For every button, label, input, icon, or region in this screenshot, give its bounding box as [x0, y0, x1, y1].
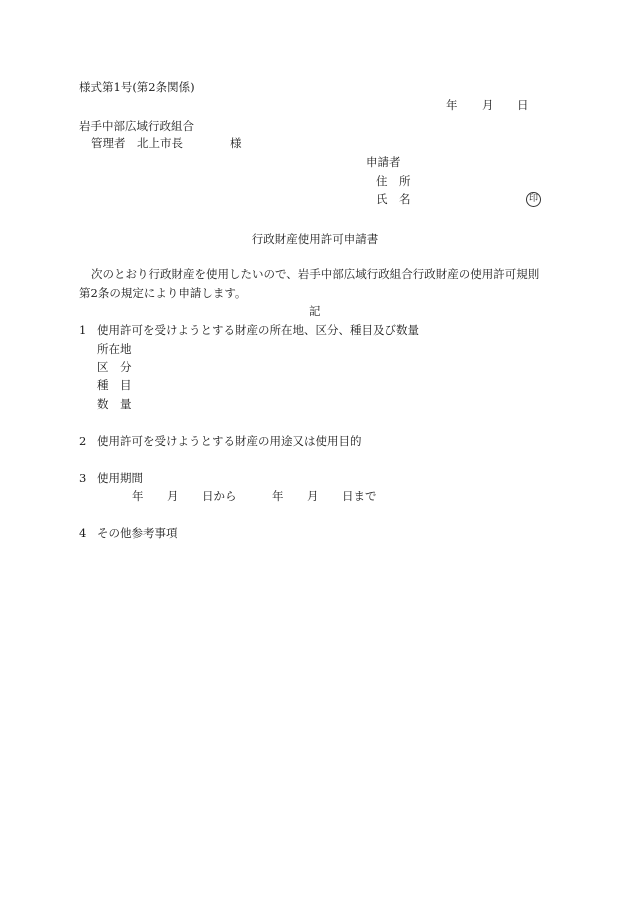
- name-label: 氏 名: [376, 192, 411, 206]
- item-text: 使用許可を受けようとする財産の所在地、区分、種目及び数量: [97, 323, 419, 337]
- manager-name: 北上市長: [137, 136, 183, 150]
- address-label: 住 所: [376, 174, 411, 188]
- sub-item-category: 区 分: [97, 360, 132, 374]
- ki-heading: 記: [309, 304, 321, 318]
- date-day: 日: [517, 98, 529, 112]
- body-line-2: 第2条の規定により申請します。: [79, 286, 247, 300]
- item-number: 1: [79, 323, 87, 337]
- addressee-organization: 岩手中部広域行政組合: [79, 119, 194, 133]
- date-year: 年: [446, 98, 458, 112]
- period-from-year: 年: [132, 489, 144, 503]
- period-to-year: 年: [272, 489, 284, 503]
- item-text: その他参考事項: [97, 526, 178, 540]
- seal-mark-icon: 印: [526, 192, 541, 207]
- body-line-1: 次のとおり行政財産を使用したいので、岩手中部広域行政組合行政財産の使用許可規則: [91, 267, 540, 281]
- item-number: 2: [79, 434, 87, 448]
- item-number: 4: [79, 526, 87, 540]
- document-title: 行政財産使用許可申請書: [251, 232, 379, 246]
- period-to-month: 月: [307, 489, 319, 503]
- sub-item-location: 所在地: [97, 342, 132, 356]
- manager-label: 管理者: [91, 136, 126, 150]
- honorific: 様: [230, 136, 242, 150]
- item-text: 使用許可を受けようとする財産の用途又は使用目的: [97, 434, 362, 448]
- period-from-day: 日から: [202, 489, 237, 503]
- item-text: 使用期間: [97, 471, 143, 485]
- sub-item-quantity: 数 量: [97, 397, 132, 411]
- period-from-month: 月: [167, 489, 179, 503]
- period-to-day: 日まで: [342, 489, 377, 503]
- item-number: 3: [79, 471, 87, 485]
- applicant-label: 申請者: [366, 155, 401, 169]
- date-month: 月: [482, 98, 494, 112]
- sub-item-type: 種 目: [97, 378, 132, 392]
- form-number: 様式第1号(第2条関係): [79, 80, 195, 94]
